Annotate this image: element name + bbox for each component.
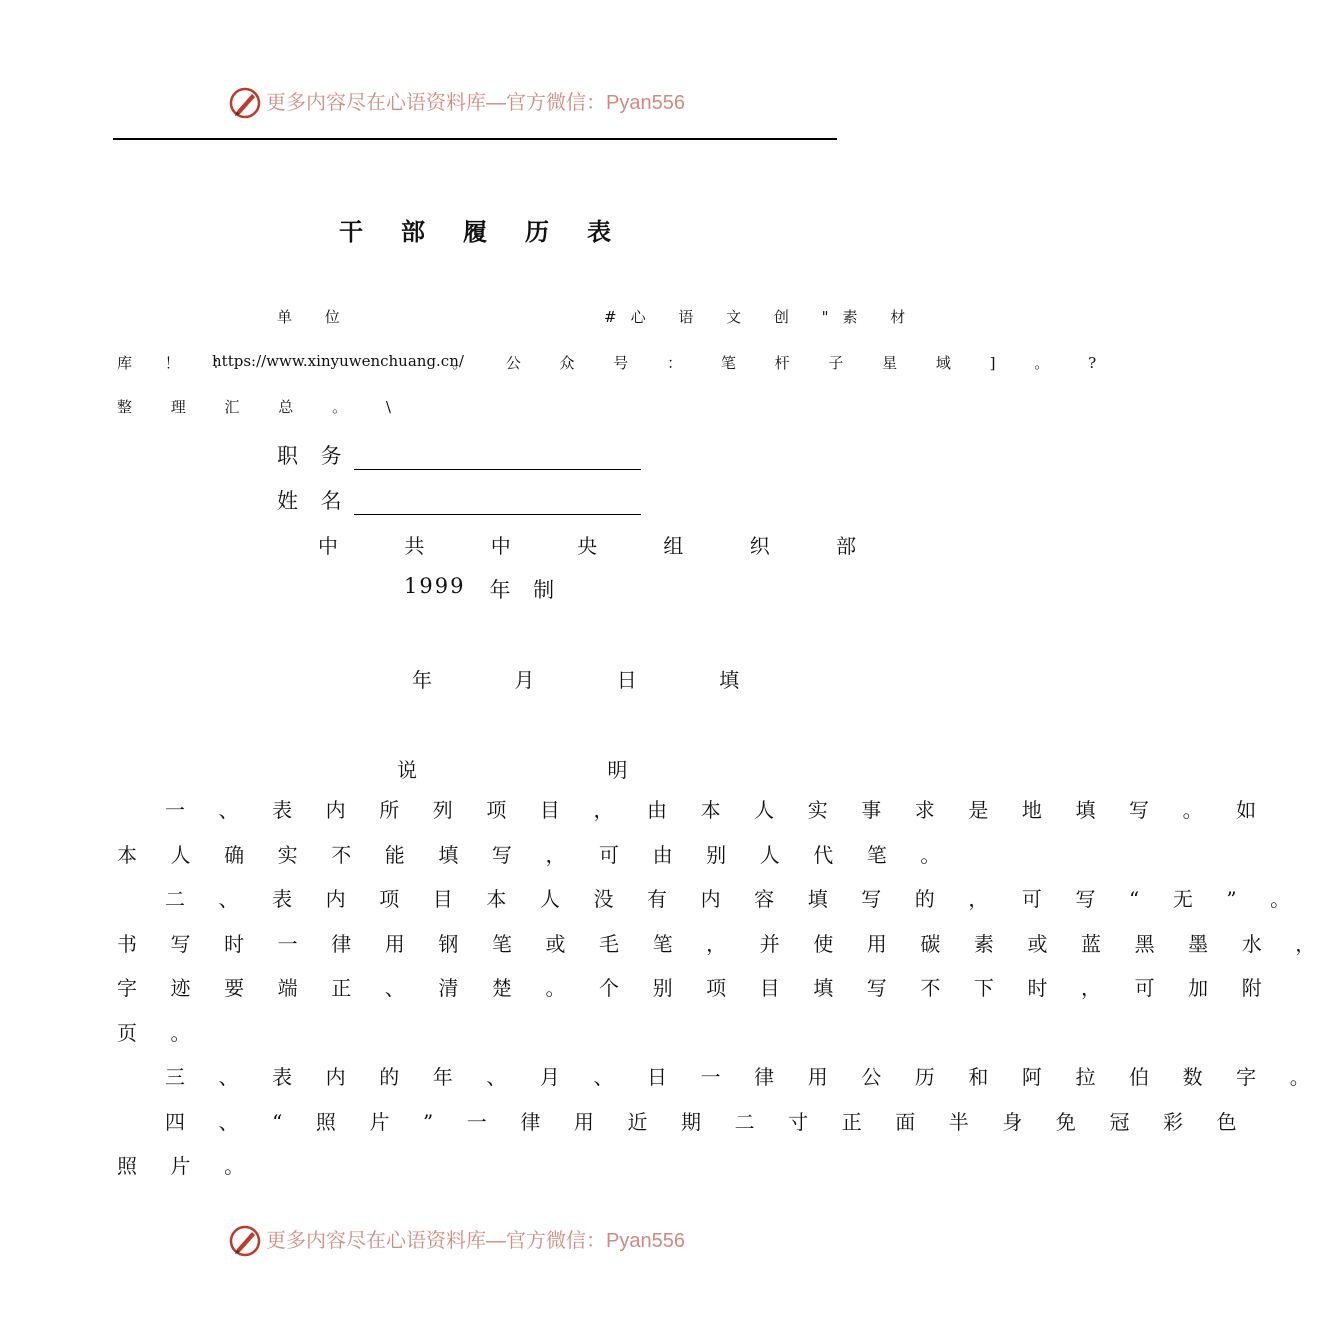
name-underline[interactable]	[354, 494, 641, 515]
org-name: 中 共 中 央 组 织 部	[318, 534, 887, 558]
note-line: 三 、 表 内 的 年 、 月 、 日 一 律 用 公 历 和 阿 拉 伯 数 字 。	[165, 1065, 1324, 1089]
job-underline[interactable]	[354, 449, 641, 470]
watermark-text: 更多内容尽在心语资料库—官方微信：Pyan556	[266, 92, 685, 114]
notes-title: 说 明	[397, 758, 720, 782]
unit-label: 单 位	[277, 308, 354, 326]
line3: 整 理 汇 总 。 \	[117, 398, 408, 416]
note-line: 书 写 时 一 律 用 钢 笔 或 毛 笔 ， 并 使 用 碳 素 或 蓝 黑 墨 水 ，	[117, 932, 1329, 956]
note-line: 一 、 表 内 所 列 项 目 ， 由 本 人 实 事 求 是 地 填 写 。 如	[165, 798, 1270, 822]
year-value: 1999	[404, 574, 466, 598]
year-line	[404, 574, 562, 604]
year-suffix: 年 制	[489, 578, 563, 602]
source-url: https://www.xinyuwenchuang.cn/	[212, 352, 464, 370]
note-line: 字 迹 要 端 正 、 清 楚 。 个 别 项 目 填 写 不 下 时 ， 可 加 附	[117, 976, 1276, 1000]
line2-left: 库 ！ ：	[117, 354, 242, 372]
header-watermark	[228, 86, 685, 120]
pen-logo-icon	[228, 1224, 262, 1258]
header-rule	[113, 138, 837, 140]
unit-right-text: #心 语 文 创 "素 材	[604, 308, 920, 326]
job-field	[277, 440, 641, 470]
page-title: 干部履历表	[339, 217, 649, 246]
job-label: 职 务	[277, 444, 350, 468]
name-field	[277, 485, 641, 515]
note-line: 页 。	[117, 1021, 205, 1045]
pen-logo-icon	[228, 86, 262, 120]
date-fill: 年 月 日 填	[412, 668, 778, 692]
watermark-text: 更多内容尽在心语资料库—官方微信：Pyan556	[266, 1230, 685, 1252]
note-line: 照 片 。	[117, 1154, 258, 1178]
footer-watermark	[228, 1224, 685, 1258]
name-label: 姓 名	[277, 489, 350, 513]
note-line: 四 、 “ 照 片 ” 一 律 用 近 期 二 寸 正 面 半 身 免 冠 彩 色	[165, 1110, 1251, 1134]
note-line: 二 、 表 内 项 目 本 人 没 有 内 容 填 写 的 ， 可 写 “ 无 ” 。	[165, 887, 1304, 911]
line2-rest: 。 公 众 号 ： 笔 杆 子 星 域 ] 。 ?	[452, 354, 1114, 372]
note-line: 本 人 确 实 不 能 填 写 ， 可 由 别 人 代 笔 。	[117, 843, 954, 867]
